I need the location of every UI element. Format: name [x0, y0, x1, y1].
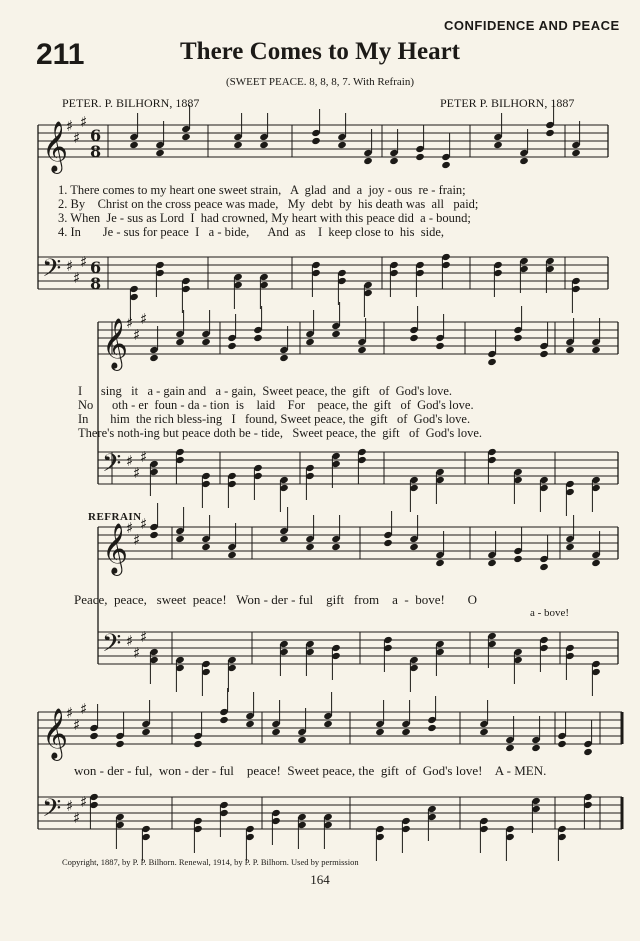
- sharp-icon: ♯: [133, 644, 141, 662]
- sharp-icon: ♯: [73, 269, 81, 287]
- note-head: [591, 559, 601, 567]
- note-head: [409, 543, 419, 551]
- verse-line-3: 3. When Je - sus as Lord I had crowned, My heart with this peace did a - bound;: [58, 211, 471, 225]
- note-head: [505, 744, 515, 752]
- note-head: [583, 748, 593, 756]
- refrain-label: REFRAIN: [88, 511, 142, 523]
- note-head: [487, 559, 497, 567]
- sharp-icon: ♯: [140, 310, 148, 328]
- sharp-icon: ♯: [140, 628, 148, 646]
- treble-clef-icon: 𝄞: [42, 708, 69, 759]
- note-head: [565, 346, 575, 354]
- note-head: [539, 563, 549, 571]
- note-head: [435, 559, 445, 567]
- note-head: [479, 728, 489, 736]
- verse-line-3-b: In him the rich bless-ing I found, Sweet peace, the gift of God's love.: [78, 412, 471, 426]
- note-head: [435, 342, 445, 350]
- note-head: [363, 157, 373, 165]
- note-head: [149, 354, 159, 362]
- sharp-icon: ♯: [73, 809, 81, 827]
- note-head: [539, 350, 549, 358]
- words-credit: PETER. P. BILHORN, 1887: [62, 96, 200, 110]
- note-head: [323, 720, 333, 728]
- note-head: [531, 744, 541, 752]
- refrain-echo-lyric: a - bove!: [530, 607, 570, 619]
- note-head: [227, 551, 237, 559]
- tune-name: (SWEET PEACE. 8, 8, 8, 7. With Refrain): [226, 76, 414, 88]
- sharp-icon: ♯: [66, 704, 74, 722]
- note-head: [201, 338, 211, 346]
- note-head: [89, 732, 99, 740]
- note-head: [279, 354, 289, 362]
- note-head: [253, 334, 263, 342]
- note-head: [219, 716, 229, 724]
- note-head: [305, 338, 315, 346]
- bass-clef-icon: 𝄢: [42, 254, 62, 289]
- treble-clef-icon: 𝄞: [102, 523, 129, 574]
- note-head: [331, 330, 341, 338]
- note-head: [245, 720, 255, 728]
- note-head: [311, 137, 321, 145]
- note-head: [545, 129, 555, 137]
- sharp-icon: ♯: [80, 253, 88, 271]
- sharp-icon: ♯: [73, 716, 81, 734]
- sharp-icon: ♯: [80, 113, 88, 131]
- note-head: [493, 141, 503, 149]
- note-head: [519, 157, 529, 165]
- note-head: [427, 724, 437, 732]
- note-head: [331, 543, 341, 551]
- note-head: [441, 161, 451, 169]
- note-head: [175, 338, 185, 346]
- note-head: [201, 543, 211, 551]
- note-head: [389, 157, 399, 165]
- sharp-icon: ♯: [66, 117, 74, 135]
- music-credit: PETER P. BILHORN, 1887: [440, 96, 575, 110]
- note-head: [181, 133, 191, 141]
- sharp-icon: ♯: [126, 519, 134, 537]
- note-head: [175, 535, 185, 543]
- sharp-icon: ♯: [73, 129, 81, 147]
- verse-line-1-b: I sing it a - gain and a - gain, Sweet peace, the gift of God's love.: [78, 384, 453, 398]
- sharp-icon: ♯: [133, 326, 141, 344]
- time-sig-bottom: 8: [90, 142, 102, 161]
- note-head: [401, 728, 411, 736]
- sharp-icon: ♯: [133, 531, 141, 549]
- note-head: [487, 358, 497, 366]
- note-head: [271, 728, 281, 736]
- note-head: [565, 543, 575, 551]
- hymn-number: 211: [36, 38, 85, 71]
- refrain-lyric-2: won - der - ful, won - der - ful peace! Sweet peace, the gift of God's love! A - MEN.: [74, 763, 547, 778]
- note-head: [591, 346, 601, 354]
- note-head: [513, 334, 523, 342]
- verse-line-4-b: There's noth-ing but peace doth be - tide, Sweet peace, the gift of God's love.: [78, 426, 483, 440]
- section-heading: CONFIDENCE AND PEACE: [444, 18, 620, 33]
- page-number: 164: [310, 872, 330, 887]
- sharp-icon: ♯: [140, 515, 148, 533]
- bass-clef-icon: 𝄢: [42, 794, 62, 829]
- sharp-icon: ♯: [140, 448, 148, 466]
- note-head: [149, 531, 159, 539]
- note-head: [415, 153, 425, 161]
- hymn-title: There Comes to My Heart: [179, 38, 460, 65]
- copyright-notice: Copyright, 1887, by P. P. Bilhorn. Renewal, 1914, by P. P. Bilhorn. Used by permission: [62, 857, 359, 867]
- note-head: [513, 555, 523, 563]
- sharp-icon: ♯: [66, 797, 74, 815]
- note-head: [259, 141, 269, 149]
- note-head: [383, 539, 393, 547]
- treble-clef-icon: 𝄞: [42, 121, 69, 172]
- note-head: [557, 740, 567, 748]
- note-head: [227, 342, 237, 350]
- note-head: [375, 728, 385, 736]
- note-head: [305, 543, 315, 551]
- note-head: [141, 728, 151, 736]
- note-head: [233, 141, 243, 149]
- note-head: [193, 740, 203, 748]
- verse-line-2: 2. By Christ on the cross peace was made, My debt by his death was all paid;: [58, 197, 479, 211]
- note-head: [129, 141, 139, 149]
- verse-line-4: 4. In Je - sus for peace I a - bide, And as I keep close to his side,: [58, 225, 445, 239]
- time-sig-bottom: 8: [90, 274, 102, 293]
- sharp-icon: ♯: [80, 793, 88, 811]
- sharp-icon: ♯: [126, 632, 134, 650]
- time-sig-top: 6: [90, 258, 102, 277]
- sharp-icon: ♯: [126, 452, 134, 470]
- bass-clef-icon: 𝄢: [102, 629, 122, 664]
- note-head: [357, 346, 367, 354]
- time-sig-top: 6: [90, 126, 102, 145]
- refrain-lyric-1: Peace, peace, sweet peace! Won - der - ful gift from a - bove! O: [74, 592, 477, 607]
- sharp-icon: ♯: [80, 700, 88, 718]
- note-head: [155, 149, 165, 157]
- sharp-icon: ♯: [133, 464, 141, 482]
- note-head: [115, 740, 125, 748]
- bass-clef-icon: 𝄢: [102, 449, 122, 484]
- treble-clef-icon: 𝄞: [102, 318, 129, 369]
- note-head: [337, 141, 347, 149]
- note-head: [279, 535, 289, 543]
- note-head: [571, 149, 581, 157]
- sharp-icon: ♯: [126, 314, 134, 332]
- sharp-icon: ♯: [66, 257, 74, 275]
- verse-line-2-b: No oth - er foun - da - tion is laid For peace, the gift of God's love.: [78, 398, 474, 412]
- note-head: [409, 334, 419, 342]
- note-head: [297, 736, 307, 744]
- verse-line-1: 1. There comes to my heart one sweet strain, A glad and a joy - ous re - frain;: [58, 183, 466, 197]
